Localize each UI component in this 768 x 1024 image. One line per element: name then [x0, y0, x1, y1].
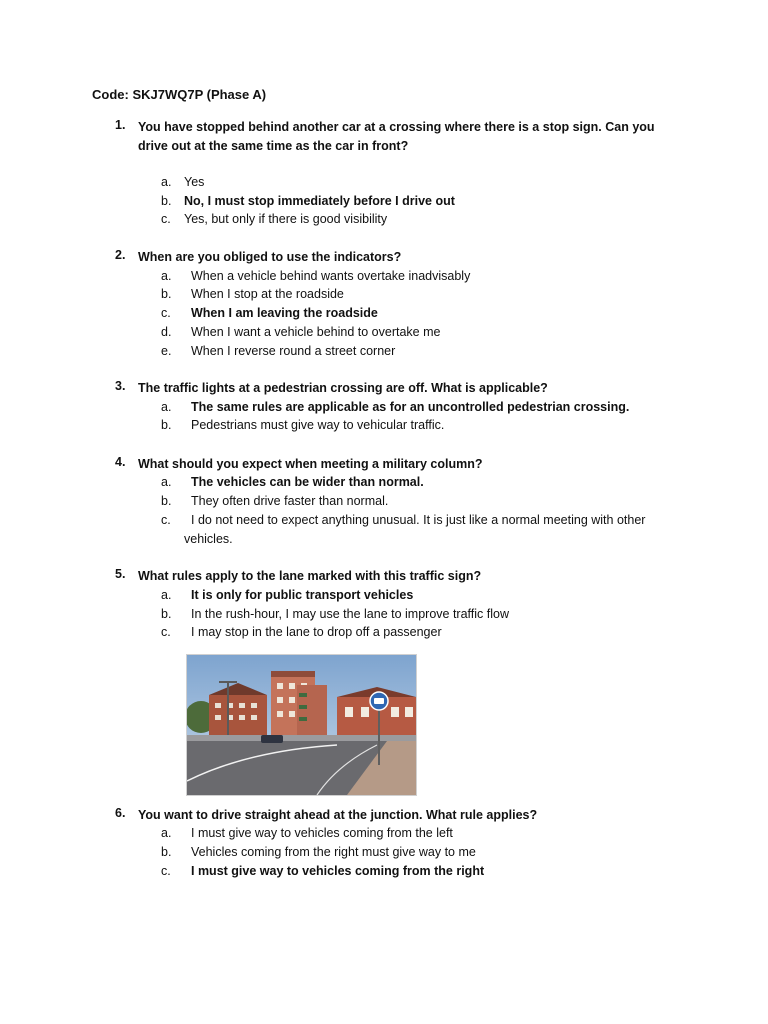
option-4a	[0, 473, 768, 492]
option-letter: c.	[161, 513, 171, 527]
option-2a	[0, 267, 768, 286]
question-text: The traffic lights at a pedestrian crossing are off. What is applicable?	[138, 381, 548, 395]
option-letter: c.	[161, 864, 171, 878]
bus-lane-sign-photo-icon	[187, 655, 416, 795]
option-letter: c.	[161, 212, 171, 226]
option-letter: a.	[161, 588, 172, 602]
question-number: 2.	[115, 248, 126, 262]
question-text: What should you expect when meeting a military column?	[138, 457, 483, 471]
option-text: I may stop in the lane to drop off a passenger	[191, 625, 442, 639]
option-4c	[0, 511, 768, 549]
question-number: 4.	[115, 455, 126, 469]
option-6c	[0, 862, 768, 881]
option-2d	[0, 323, 768, 342]
option-text: When a vehicle behind wants overtake inadvisably	[191, 269, 471, 283]
option-text: I do not need to expect anything unusual. It is just like a normal meeting with other vehicles.	[184, 513, 646, 546]
option-1b	[0, 192, 768, 211]
option-text: I must give way to vehicles coming from the right	[191, 864, 485, 878]
document-code: Code: SKJ7WQ7P (Phase A)	[92, 87, 267, 102]
option-letter: a.	[161, 400, 172, 414]
option-6a	[0, 824, 768, 843]
option-letter: a.	[161, 826, 172, 840]
option-text: The same rules are applicable as for an uncontrolled pedestrian crossing.	[191, 400, 630, 414]
option-3a	[0, 398, 768, 417]
question-text: You have stopped behind another car at a crossing where there is a stop sign. Can you drive out at the same time as the car in front?	[138, 120, 655, 153]
option-1a	[0, 173, 768, 192]
option-letter: d.	[161, 325, 172, 339]
option-letter: b.	[161, 287, 172, 301]
option-5b	[0, 605, 768, 624]
option-text: When I stop at the roadside	[191, 287, 344, 301]
question-text: You want to drive straight ahead at the junction. What rule applies?	[138, 808, 538, 822]
option-letter: a.	[161, 475, 172, 489]
option-text: No, I must stop immediately before I drive out	[184, 194, 455, 208]
option-letter: c.	[161, 625, 171, 639]
question-number: 6.	[115, 806, 126, 820]
option-letter: a.	[161, 269, 172, 283]
option-text: Yes	[184, 175, 205, 189]
option-text: Vehicles coming from the right must give way to me	[191, 845, 476, 859]
question-text: What rules apply to the lane marked with this traffic sign?	[138, 569, 482, 583]
option-text: The vehicles can be wider than normal.	[191, 475, 424, 489]
option-letter: a.	[161, 175, 172, 189]
option-letter: c.	[161, 306, 171, 320]
option-letter: b.	[161, 194, 172, 208]
option-letter: b.	[161, 845, 172, 859]
option-text: Pedestrians must give way to vehicular traffic.	[191, 418, 445, 432]
option-text: It is only for public transport vehicles	[191, 588, 414, 602]
option-3b	[0, 416, 768, 435]
option-letter: e.	[161, 344, 172, 358]
option-letter: b.	[161, 494, 172, 508]
option-letter: b.	[161, 418, 172, 432]
option-6b	[0, 843, 768, 862]
option-text: In the rush-hour, I may use the lane to improve traffic flow	[191, 607, 509, 621]
question-number: 1.	[115, 118, 126, 132]
option-text: When I want a vehicle behind to overtake me	[191, 325, 441, 339]
question-text: When are you obliged to use the indicators?	[138, 250, 402, 264]
option-5a	[0, 586, 768, 605]
question-number: 5.	[115, 567, 126, 581]
option-2b	[0, 285, 768, 304]
option-4b	[0, 492, 768, 511]
option-text: When I am leaving the roadside	[191, 306, 378, 320]
option-1c	[0, 210, 768, 229]
option-2c	[0, 304, 768, 323]
option-text: I must give way to vehicles coming from the left	[191, 826, 453, 840]
street-photo	[186, 654, 417, 796]
question-number: 3.	[115, 379, 126, 393]
option-2e	[0, 342, 768, 361]
option-5c	[0, 623, 768, 642]
option-letter: b.	[161, 607, 172, 621]
option-text: When I reverse round a street corner	[191, 344, 396, 358]
option-text: Yes, but only if there is good visibility	[184, 212, 388, 226]
option-text: They often drive faster than normal.	[191, 494, 389, 508]
